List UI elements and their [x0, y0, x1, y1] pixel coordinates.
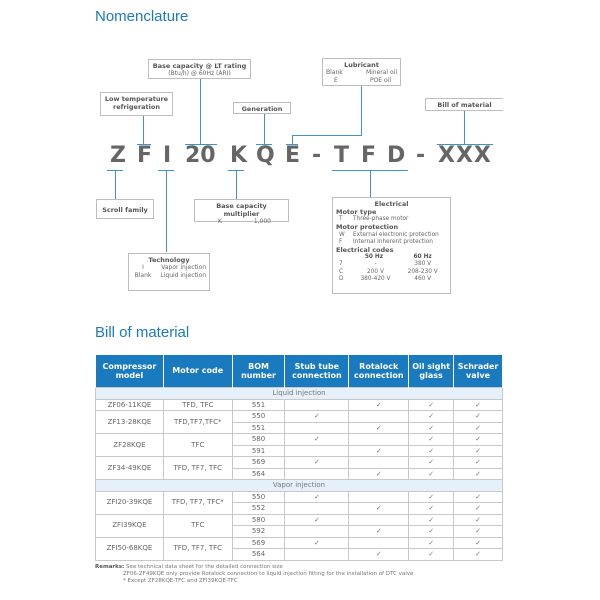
- desc: Three-phase motor: [353, 216, 409, 223]
- check-icon: ✓: [375, 423, 382, 432]
- check-icon: ✓: [428, 423, 435, 432]
- oil-cell: [409, 399, 454, 411]
- bom-number-cell: 552: [232, 503, 285, 515]
- stub-cell: [285, 411, 349, 423]
- connector-line: [115, 170, 116, 201]
- model-cell: ZF06-11KQE: [96, 399, 164, 411]
- stub-cell: [285, 445, 349, 457]
- schrader-cell: [454, 399, 503, 411]
- rotalock-cell: [349, 514, 409, 526]
- model-cell: ZFI50-68KQE: [96, 537, 164, 560]
- rotalock-cell: [349, 434, 409, 446]
- table-header-row: [96, 355, 503, 388]
- stub-cell: [285, 514, 349, 526]
- desc: Internal inherent protection: [353, 238, 433, 245]
- v60: 460 V: [414, 275, 432, 282]
- motor-code-cell: TFD,TF7,TFC*: [163, 411, 232, 434]
- tech-desc: Liquid injection: [160, 271, 206, 279]
- bom-number-cell: 550: [232, 491, 285, 503]
- oil-cell: [409, 503, 454, 515]
- tech-code: I: [142, 264, 144, 272]
- check-icon: ✓: [475, 515, 481, 524]
- check-icon: ✓: [475, 492, 481, 501]
- lub-code: Blank: [326, 69, 343, 77]
- connector-line: [264, 114, 265, 144]
- lub-desc: Mineral oil: [365, 69, 397, 77]
- box-title: Bill of material: [437, 101, 492, 109]
- motor-type-label: Motor type: [336, 208, 377, 217]
- table-row: [96, 537, 503, 549]
- check-icon: ✓: [428, 400, 435, 409]
- box-scroll-family: [96, 199, 154, 219]
- check-icon: ✓: [475, 435, 481, 443]
- connector-line: [370, 170, 371, 198]
- hz50-header: 50 Hz: [364, 254, 384, 261]
- box-bill-of-material: [425, 98, 503, 111]
- schrader-cell: [454, 445, 503, 457]
- bom-number-cell: 564: [232, 468, 285, 480]
- check-icon: ✓: [428, 458, 435, 466]
- oil-cell: [409, 537, 454, 549]
- stub-cell: [285, 468, 349, 480]
- v60: 380 V: [414, 261, 432, 268]
- oil-cell: [409, 549, 454, 561]
- bom-number-cell: 550: [232, 411, 285, 423]
- tech-code: Blank: [134, 271, 152, 279]
- connector-line: [236, 170, 237, 200]
- stub-cell: [285, 503, 349, 515]
- remarks: [95, 564, 413, 585]
- schrader-cell: [454, 526, 503, 538]
- v50: 380-420 V: [360, 275, 391, 282]
- code-dash: -: [312, 143, 322, 168]
- box-sub: (Btu/h) @ 60Hz (ARI): [168, 70, 231, 78]
- code-char-e: E: [285, 143, 301, 168]
- motor-code-cell: TFD, TF7, TFC: [163, 537, 232, 560]
- code-char-bom: XXX: [438, 143, 492, 168]
- table-row: [96, 491, 503, 503]
- tech-desc: Vapor injection: [161, 264, 206, 272]
- model-cell: ZF13-28KQE: [96, 411, 164, 434]
- check-icon: ✓: [475, 446, 481, 455]
- oil-cell: [409, 411, 454, 423]
- model-cell: ZF28KQE: [96, 434, 164, 457]
- check-icon: ✓: [475, 550, 481, 558]
- check-icon: ✓: [475, 538, 481, 547]
- stub-cell: [285, 399, 349, 411]
- connector-line: [200, 79, 201, 144]
- rotalock-cell: [349, 537, 409, 549]
- schrader-cell: [454, 514, 503, 526]
- motor-code-cell: TFD, TFC: [163, 399, 232, 411]
- rotalock-cell: [349, 526, 409, 538]
- box-generation: [233, 102, 291, 114]
- check-icon: ✓: [375, 400, 382, 409]
- check-icon: ✓: [375, 469, 382, 478]
- rotalock-cell: [349, 445, 409, 457]
- bom-number-cell: 569: [232, 457, 285, 469]
- bom-number-cell: 580: [232, 514, 285, 526]
- schrader-cell: [454, 503, 503, 515]
- group-label: Vapor injection: [96, 480, 503, 492]
- mult-code: K: [218, 218, 222, 226]
- group-label: Liquid injection: [96, 388, 503, 400]
- bom-number-cell: 592: [232, 526, 285, 538]
- oil-cell: [409, 434, 454, 446]
- motor-code-cell: TFC: [163, 434, 232, 457]
- box-title: Scroll family: [102, 206, 148, 214]
- schrader-cell: [454, 468, 503, 480]
- code-char-f2: F: [361, 143, 377, 168]
- code: D: [339, 275, 344, 282]
- check-icon: ✓: [428, 492, 435, 501]
- box-low-temp: [100, 92, 173, 116]
- check-icon: ✓: [375, 504, 382, 512]
- bom-table: [95, 355, 503, 561]
- nomenclature-title: Nomenclature: [95, 8, 189, 25]
- code-dash: -: [416, 143, 426, 168]
- schrader-cell: [454, 457, 503, 469]
- bom-title: Bill of material: [95, 324, 190, 341]
- box-technology: [128, 253, 210, 291]
- check-icon: ✓: [313, 538, 320, 547]
- schrader-cell: [454, 422, 503, 434]
- schrader-cell: [454, 491, 503, 503]
- check-icon: ✓: [375, 527, 382, 535]
- code-char-capacity: 20: [185, 143, 216, 168]
- v60: 208-230 V: [407, 268, 438, 275]
- oil-cell: [409, 491, 454, 503]
- check-icon: ✓: [475, 469, 481, 478]
- box-title: Lubricant: [344, 61, 379, 69]
- table-row: [96, 434, 503, 446]
- box-title: Low temperature refrigeration: [104, 95, 169, 112]
- column-header: BOM number: [232, 355, 285, 388]
- lub-code: E: [334, 76, 338, 84]
- check-icon: ✓: [475, 412, 481, 420]
- bom-number-cell: 580: [232, 434, 285, 446]
- check-icon: ✓: [313, 492, 320, 501]
- remark: * Except ZF28KQE-TFC and ZFI39KQE-TFC: [123, 578, 238, 585]
- code: T: [339, 216, 343, 223]
- stub-cell: [285, 434, 349, 446]
- code-char-z: Z: [110, 143, 126, 168]
- group-row: [96, 388, 503, 400]
- code-char-d: D: [387, 143, 406, 168]
- remark: See technical data sheet for the detailed connection size: [126, 564, 283, 570]
- bom-number-cell: 551: [232, 422, 285, 434]
- stub-cell: [285, 526, 349, 538]
- table-row: [96, 411, 503, 423]
- check-icon: ✓: [313, 412, 320, 420]
- desc: External electronic protection: [353, 231, 439, 238]
- column-header: Oil sight glass: [409, 355, 454, 388]
- check-icon: ✓: [475, 504, 481, 512]
- table-row: [96, 457, 503, 469]
- box-base-capacity: [148, 59, 251, 79]
- code-char-t: T: [334, 143, 350, 168]
- remark: ZF06-ZF49KQE only provide Rotalock connection to liquid injection fitting for the installation of DTC valve: [123, 571, 414, 578]
- box-title: Generation: [241, 105, 283, 113]
- check-icon: ✓: [428, 538, 435, 547]
- rotalock-cell: [349, 457, 409, 469]
- check-icon: ✓: [375, 446, 382, 455]
- rotalock-cell: [349, 468, 409, 480]
- motor-code-cell: TFC: [163, 514, 232, 537]
- schrader-cell: [454, 411, 503, 423]
- connector-line: [464, 111, 465, 144]
- codes-label: Electrical codes: [336, 246, 394, 255]
- connector-line: [166, 170, 167, 252]
- stub-cell: [285, 457, 349, 469]
- column-header: Schrader valve: [454, 355, 503, 388]
- group-row: [96, 480, 503, 492]
- box-title: Base capacity @ LT rating: [152, 62, 247, 70]
- rotalock-cell: [349, 422, 409, 434]
- check-icon: ✓: [428, 550, 435, 558]
- code: F: [339, 238, 343, 245]
- box-title: Base capacity multiplier: [216, 202, 267, 219]
- oil-cell: [409, 468, 454, 480]
- column-header: Compressor model: [96, 355, 164, 388]
- column-header: Motor code: [163, 355, 232, 388]
- box-electrical: [332, 197, 451, 294]
- bom-number-cell: 551: [232, 399, 285, 411]
- connector-line: [143, 116, 144, 144]
- code-char-f: F: [137, 143, 153, 168]
- code: W: [339, 231, 345, 238]
- model-cell: ZFI39KQE: [96, 514, 164, 537]
- bom-number-cell: 591: [232, 445, 285, 457]
- code-char-k: K: [230, 143, 248, 168]
- schrader-cell: [454, 549, 503, 561]
- check-icon: ✓: [313, 515, 320, 524]
- check-icon: ✓: [375, 550, 382, 558]
- remarks-label: Remarks:: [95, 564, 125, 570]
- code: C: [339, 268, 344, 275]
- oil-cell: [409, 445, 454, 457]
- check-icon: ✓: [313, 435, 320, 443]
- stub-cell: [285, 537, 349, 549]
- oil-cell: [409, 526, 454, 538]
- stub-cell: [285, 491, 349, 503]
- v50: -: [374, 261, 377, 268]
- box-multiplier: [194, 199, 289, 226]
- model-cell: ZFI20-39KQE: [96, 491, 164, 514]
- code-char-q: Q: [256, 143, 275, 168]
- stub-cell: [285, 422, 349, 434]
- oil-cell: [409, 457, 454, 469]
- table-row: [96, 514, 503, 526]
- bom-number-cell: 564: [232, 549, 285, 561]
- check-icon: ✓: [428, 515, 435, 524]
- schrader-cell: [454, 537, 503, 549]
- check-icon: ✓: [428, 527, 435, 535]
- rotalock-cell: [349, 411, 409, 423]
- lub-desc: POE oil: [369, 76, 391, 84]
- check-icon: ✓: [428, 504, 435, 512]
- check-icon: ✓: [475, 458, 481, 466]
- hz60-header: 60 Hz: [413, 254, 432, 261]
- rotalock-cell: [349, 491, 409, 503]
- code-char-i: I: [163, 143, 172, 168]
- motor-protection-label: Motor protection: [336, 223, 399, 232]
- oil-cell: [409, 514, 454, 526]
- v50: 200 V: [367, 268, 384, 275]
- motor-code-cell: TFD, TF7, TFC: [163, 457, 232, 480]
- rotalock-cell: [349, 399, 409, 411]
- box-title: Technology: [148, 256, 190, 264]
- check-icon: ✓: [475, 423, 481, 432]
- check-icon: ✓: [428, 446, 435, 455]
- oil-cell: [409, 422, 454, 434]
- check-icon: ✓: [475, 527, 481, 535]
- check-icon: ✓: [428, 469, 435, 478]
- check-icon: ✓: [428, 435, 435, 443]
- connector-line: [361, 86, 362, 136]
- column-header: Rotalock connection: [349, 355, 409, 388]
- mult-value: 1,000: [253, 218, 271, 226]
- bom-number-cell: 569: [232, 537, 285, 549]
- schrader-cell: [454, 434, 503, 446]
- rotalock-cell: [349, 549, 409, 561]
- check-icon: ✓: [428, 412, 435, 420]
- code: 7: [339, 261, 343, 268]
- connector-line: [292, 135, 362, 136]
- rotalock-cell: [349, 503, 409, 515]
- check-icon: ✓: [313, 458, 320, 466]
- box-title: Electrical: [374, 200, 409, 208]
- model-cell: ZF34-49KQE: [96, 457, 164, 480]
- column-header: Stub tube connection: [285, 355, 349, 388]
- table-row: [96, 399, 503, 411]
- stub-cell: [285, 549, 349, 561]
- check-icon: ✓: [475, 400, 481, 409]
- box-lubricant: [322, 58, 401, 86]
- motor-code-cell: TFD, TF7, TFC*: [163, 491, 232, 514]
